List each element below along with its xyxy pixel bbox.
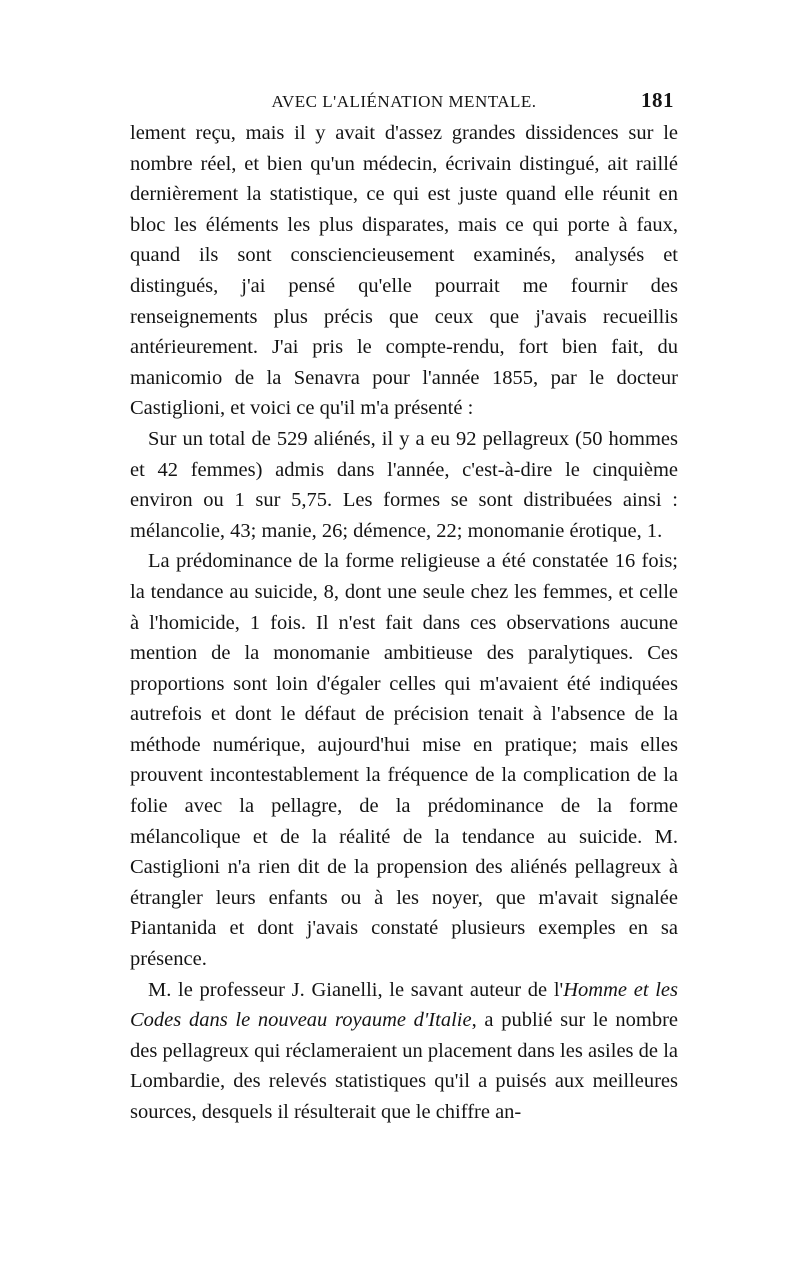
- paragraph-1: lement reçu, mais il y avait d'assez grandes dissidences sur le nombre réel, et bien qu'un médecin, écrivain distingué, ait raillé dernièrement la statistique, ce qui est juste quand elle réunit en bloc les éléments les plus disparates, mais ce qui porte à faux, quand ils sont consciencieusement examinés, analysés et distingués, j'ai pensé qu'elle pourrait me fournir des renseignements plus précis que ceux que j'avais recueillis antérieurement. J'ai pris le compte-rendu, fort bien fait, du manicomio de la Senavra pour l'année 1855, par le docteur Castiglioni, et voici ce qu'il m'a présenté :: [130, 122, 678, 420]
- running-title: AVEC L'ALIÉNATION MENTALE.: [271, 92, 537, 111]
- running-header: [130, 88, 678, 118]
- page-number: 181: [641, 88, 674, 112]
- paragraph-4-lead: M. le professeur J. Gianelli, le savant auteur de l': [148, 978, 564, 1001]
- paragraph-4: [130, 975, 678, 1128]
- paragraph-2: Sur un total de 529 aliénés, il y a eu 92 pellagreux (50 hommes et 42 femmes) admis dans l'année, c'est-à-dire le cinquième environ ou 1 sur 5,75. Les formes se sont distribuées ainsi : mélancolie, 43; manie, 26; démence, 22; monomanie érotique, 1.: [130, 427, 678, 542]
- book-page: [130, 88, 678, 1128]
- paragraph-3: La prédominance de la forme religieuse a été constatée 16 fois; la tendance au suicide, 8, dont une seule chez les femmes, et celle à l'homicide, 1 fois. Il n'est fait dans ces observations aucune mention de la monomanie ambitieuse des paralytiques. Ces proportions sont loin d'égaler celles qui m'avaient été indiquées autrefois et dont le défaut de précision tenait à l'absence de la méthode numérique, aujourd'hui mise en pratique; mais elles prouvent incontestablement la fréquence de la complication de la folie avec la pellagre, de la prédominance de la forme mélancolique et de la réalité de la tendance au suicide. M. Castiglioni n'a rien dit de la propension des aliénés pellagreux à étrangler leurs enfants ou à les noyer, que m'avait signalée Piantanida et dont j'avais constaté plusieurs exemples en sa présence.: [130, 550, 678, 971]
- book-title-italic: Homme et les Codes dans le nouveau royaume d'Italie: [130, 978, 678, 1032]
- body-text: [130, 118, 678, 1128]
- paragraph-4-rest: , a publié sur le nombre des pellagreux qui réclameraient un placement dans les asiles de la Lombardie, des relevés statistiques qu'il a puisés aux meilleures sources, desquels il résulterait que le chiffre an-: [130, 1009, 678, 1123]
